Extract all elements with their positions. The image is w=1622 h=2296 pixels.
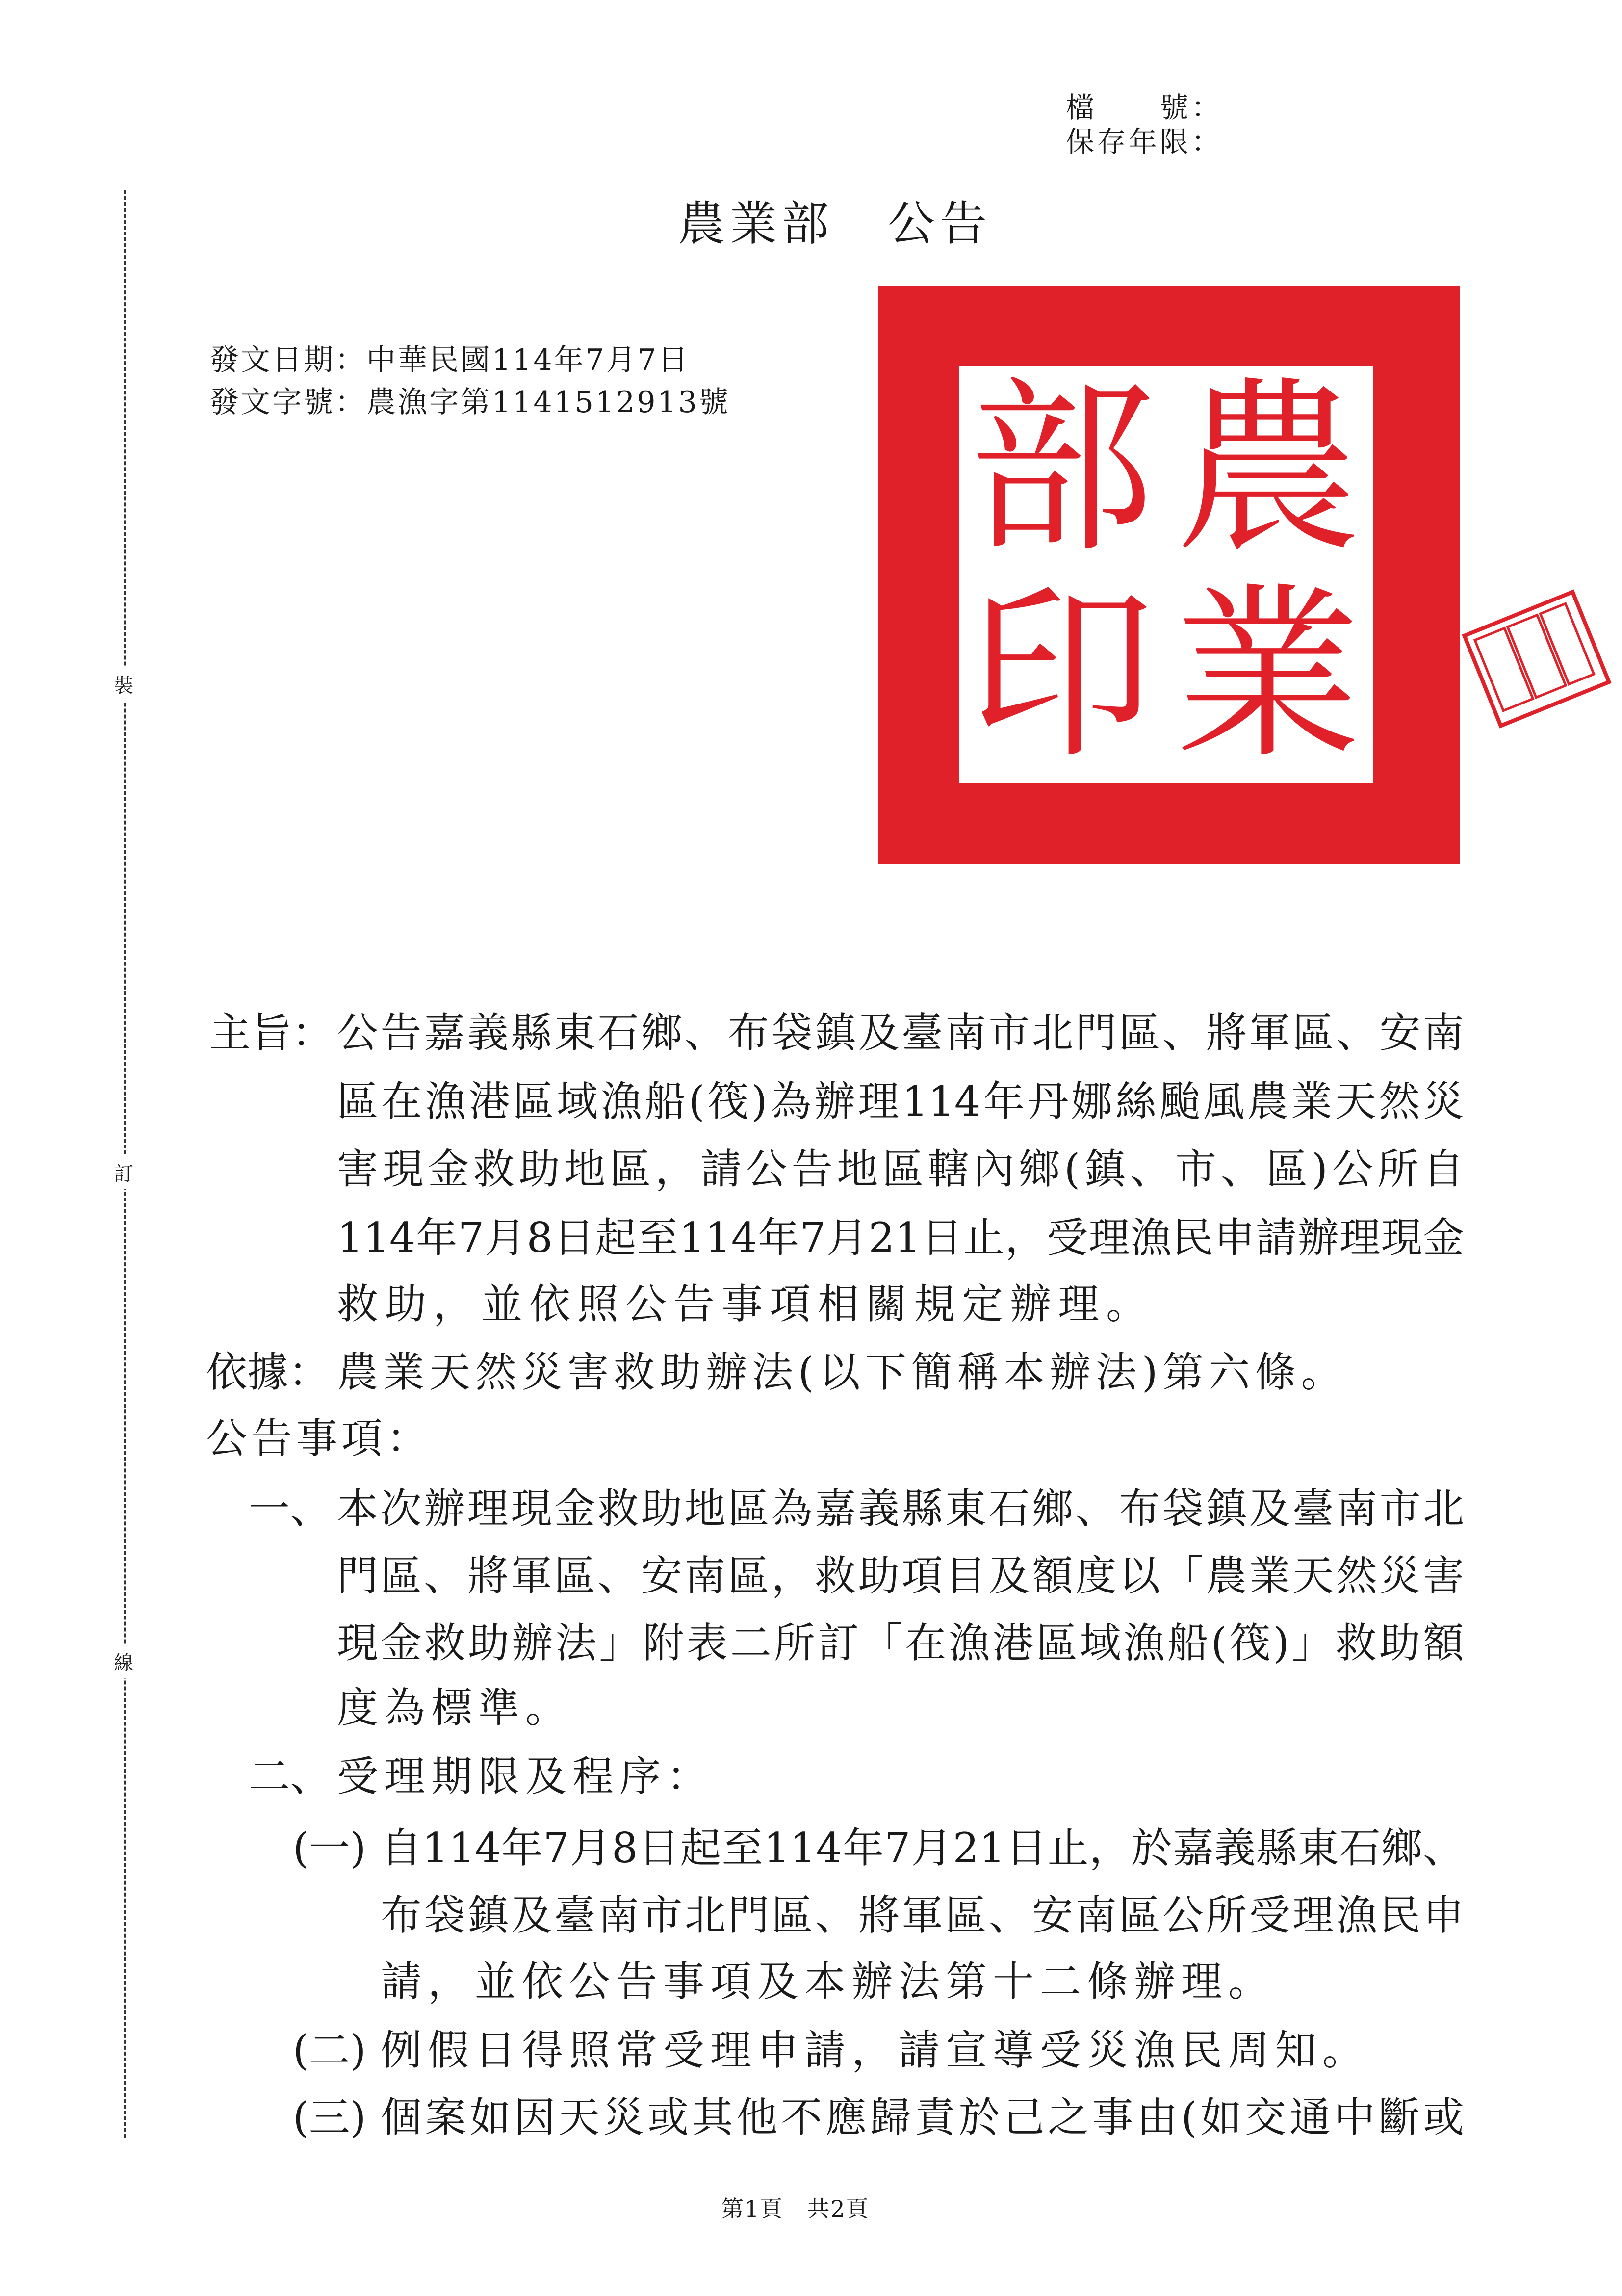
subitem-number: (二) — [293, 2026, 366, 2074]
subject-line: 114年7月8日起至114年7月21日止，受理漁民申請辦理現金 — [337, 1214, 1464, 1262]
doc-type: 公告 — [888, 196, 992, 251]
item-line: 度為標準。 — [337, 1684, 573, 1732]
subitem-line: 布袋鎮及臺南市北門區、將軍區、安南區公所受理漁民申 — [381, 1891, 1464, 1939]
binding-mark: 裝 — [114, 667, 133, 701]
item-line: 本次辦理現金救助地區為嘉義縣東石鄉、布袋鎮及臺南市北 — [337, 1485, 1464, 1533]
subitem-line: 例假日得照常受理申請，請宣導受災漁民周知。 — [381, 2026, 1370, 2074]
issue-ref-number: 發文字號：農漁字第1141512913號 — [209, 385, 730, 419]
subitem-number: (一) — [293, 1824, 366, 1872]
item-line: 現金救助辦法」附表二所訂「在漁港區域漁船(筏)」救助額 — [337, 1619, 1464, 1667]
item-number: 二、 — [249, 1752, 332, 1800]
item-line: 門區、將軍區、安南區，救助項目及額度以「農業天然災害 — [337, 1552, 1464, 1600]
item-line: 受理期限及程序： — [337, 1752, 714, 1800]
basis-label: 依據： — [206, 1348, 330, 1396]
agency-name: 農業部 — [678, 196, 834, 251]
page-number: 第1頁 共2頁 — [721, 2195, 870, 2222]
retention-label: 保存年限： — [1066, 125, 1223, 158]
subject-line: 公告嘉義縣東石鄉、布袋鎮及臺南市北門區、將軍區、安南 — [337, 1009, 1464, 1057]
signature-stamp — [1462, 589, 1611, 728]
subitem-line: 自114年7月8日起至114年7月21日止，於嘉義縣東石鄉、 — [381, 1824, 1464, 1872]
page-title — [678, 186, 992, 254]
issue-date: 發文日期：中華民國114年7月7日 — [209, 343, 690, 377]
item-number: 一、 — [249, 1485, 332, 1533]
subject-label: 主旨： — [209, 1009, 334, 1057]
subject-line: 害現金救助地區，請公告地區轄內鄉(鎮、市、區)公所自 — [337, 1145, 1464, 1193]
items-heading: 公告事項： — [206, 1414, 432, 1462]
subject-line: 救助，並依照公告事項相關規定辦理。 — [337, 1280, 1155, 1328]
official-seal: 農 業 部 印 — [878, 286, 1460, 864]
binding-mark: 線 — [114, 1644, 133, 1678]
subject-line: 區在漁港區域漁船(筏)為辦理114年丹娜絲颱風農業天然災 — [337, 1077, 1464, 1125]
subitem-line: 請，並依公告事項及本辦法第十二條辦理。 — [381, 1957, 1276, 2006]
subitem-number: (三) — [293, 2093, 366, 2141]
binding-mark: 訂 — [114, 1155, 133, 1189]
file-number-label: 檔 號： — [1066, 91, 1223, 124]
basis-text: 農業天然災害救助辦法(以下簡稱本辦法)第六條。 — [337, 1348, 1347, 1396]
subitem-line: 個案如因天災或其他不應歸責於己之事由(如交通中斷或 — [381, 2093, 1464, 2141]
